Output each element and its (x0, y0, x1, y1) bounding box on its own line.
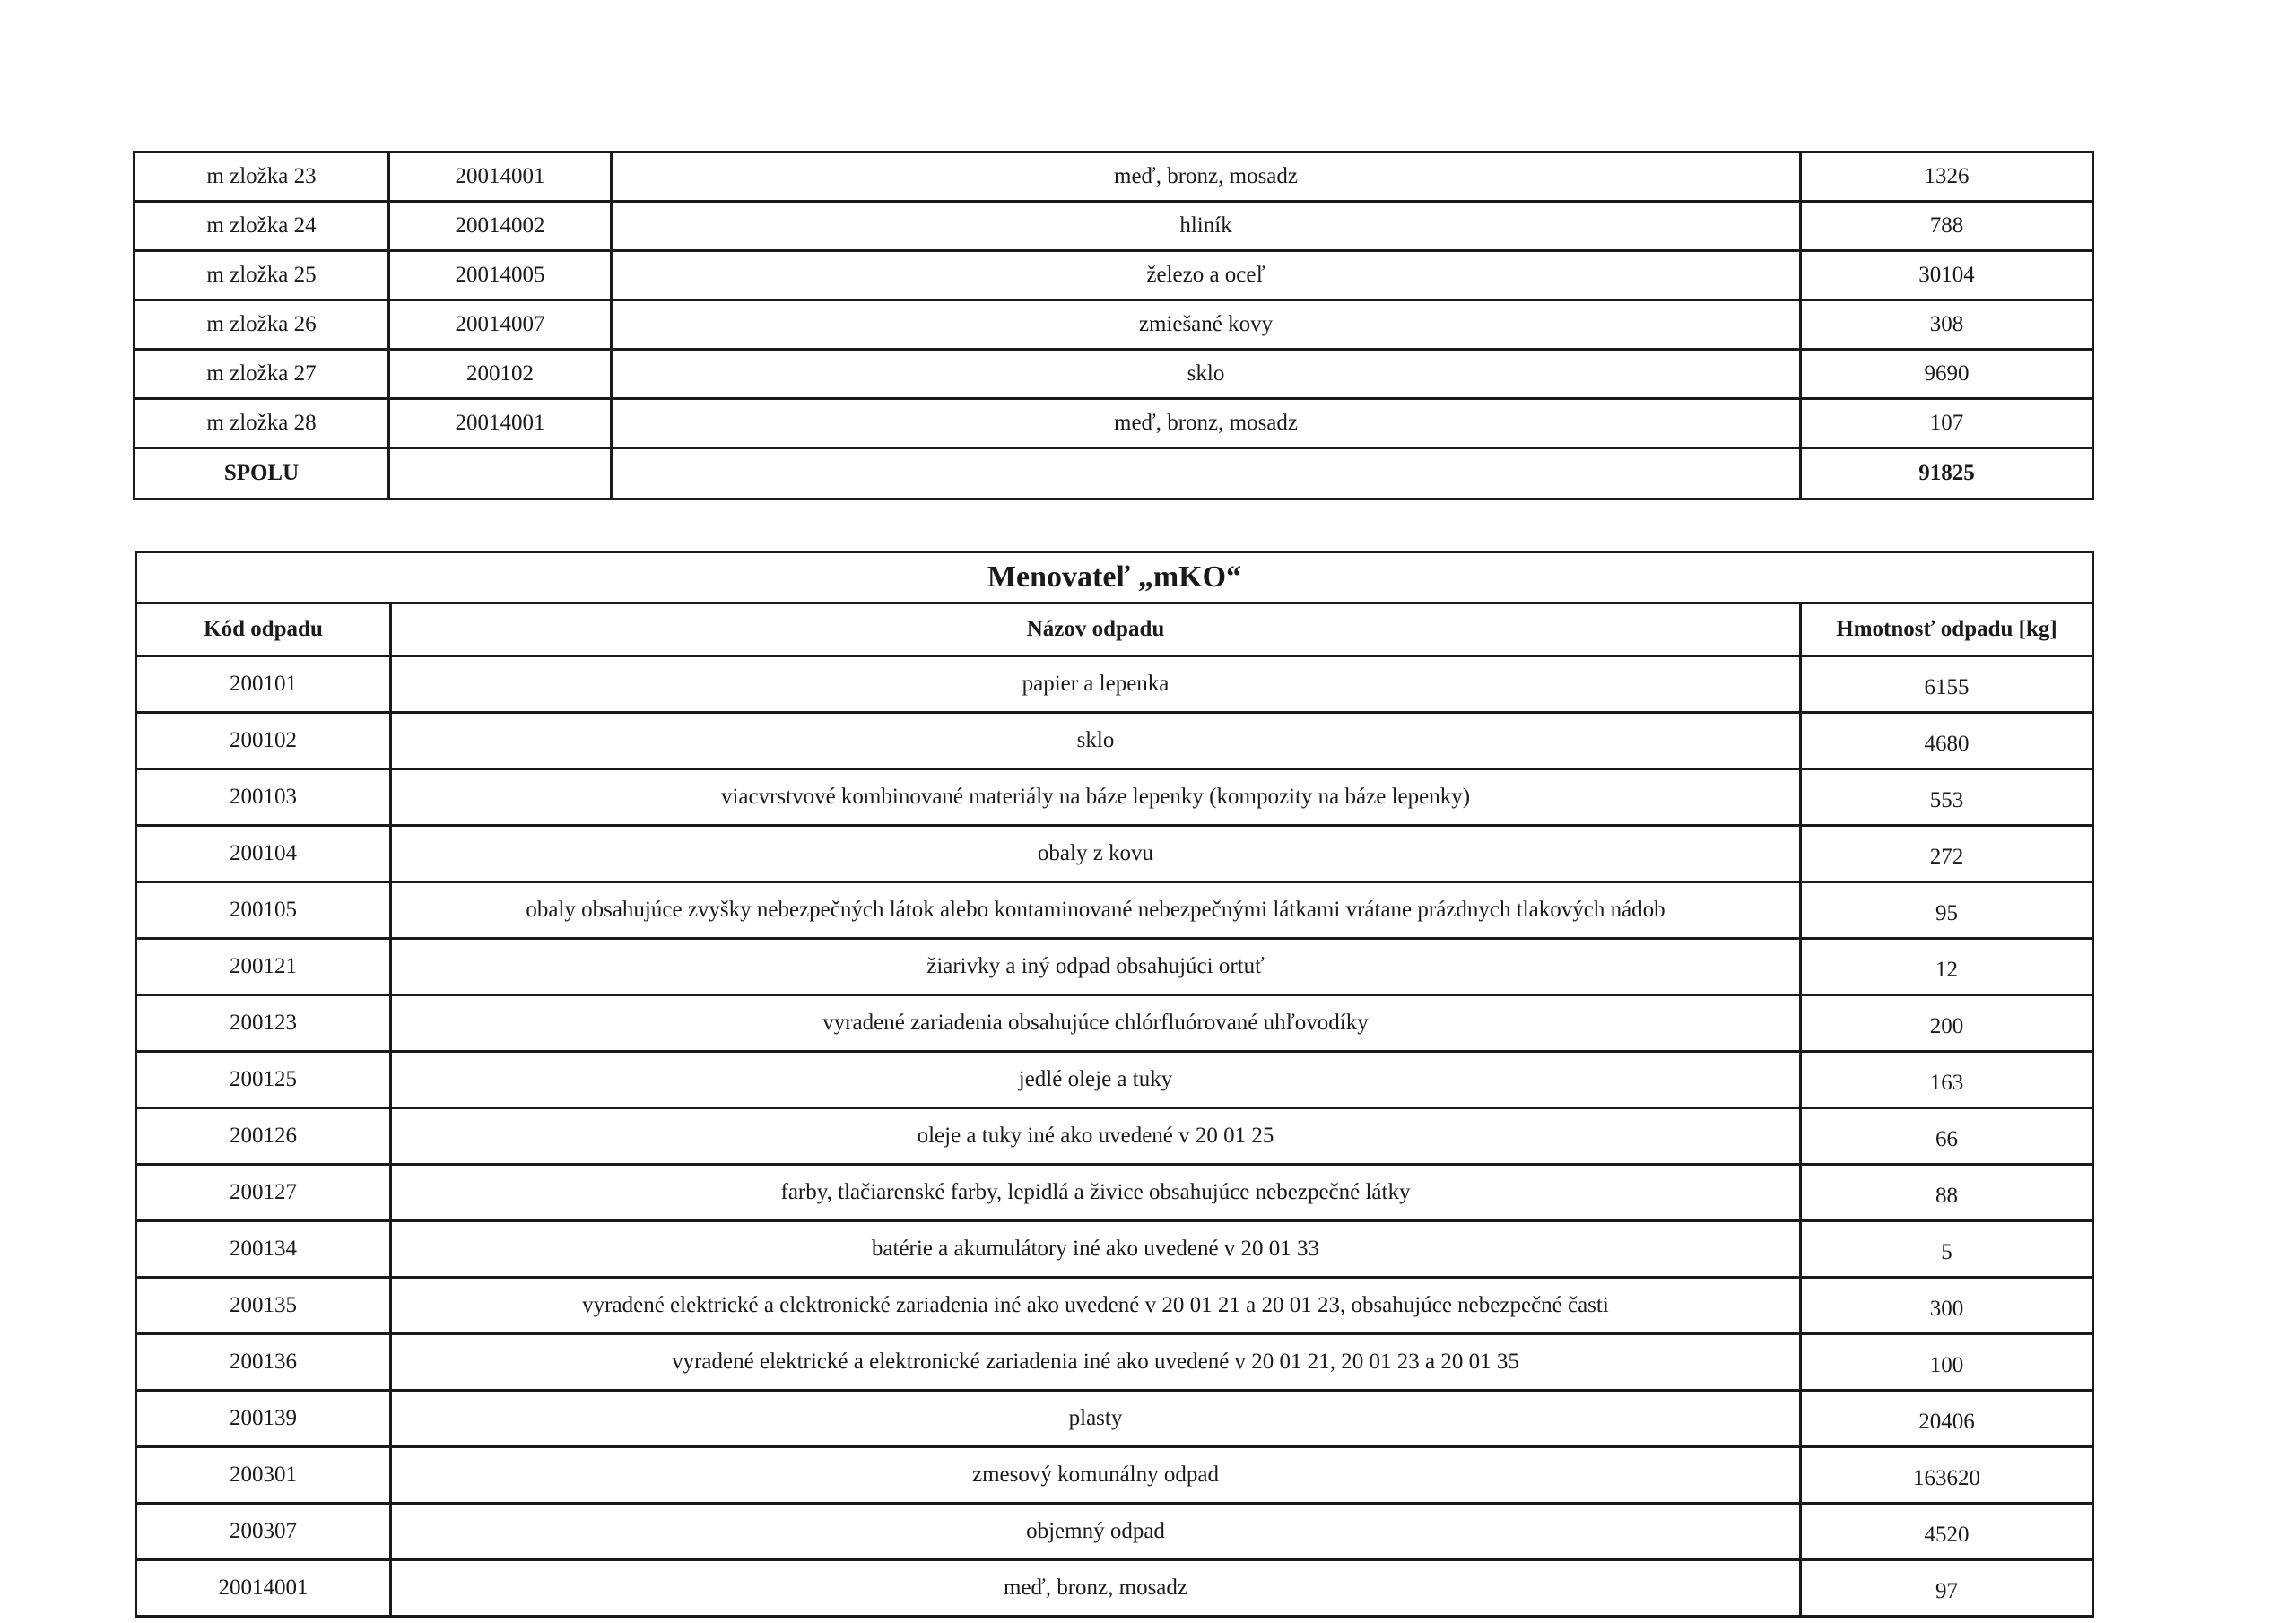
denominator-mko-table (135, 551, 2094, 1618)
waste-code: 200102 (389, 350, 612, 399)
waste-name: sklo (612, 350, 1801, 399)
waste-code: 200102 (136, 713, 391, 769)
waste-code: 200104 (136, 826, 391, 882)
table-row (135, 251, 2093, 300)
waste-name: viacvrstvové kombinované materiály na báze lepenky (kompozity na báze lepenky) (391, 769, 1801, 826)
waste-weight: 97 (1801, 1560, 2093, 1617)
waste-name: železo a oceľ (612, 251, 1801, 300)
waste-code: 200127 (136, 1165, 391, 1221)
waste-code: 200123 (136, 995, 391, 1052)
waste-weight: 308 (1801, 300, 2093, 350)
waste-code: 20014007 (389, 300, 612, 350)
waste-weight: 788 (1801, 202, 2093, 251)
waste-code: 200301 (136, 1447, 391, 1504)
component-label: m zložka 26 (135, 300, 389, 350)
table-row (136, 1447, 2093, 1504)
waste-weight: 20406 (1801, 1391, 2093, 1447)
table-row (136, 769, 2093, 826)
table-row (136, 713, 2093, 769)
waste-code: 20014001 (136, 1560, 391, 1617)
waste-code: 200134 (136, 1221, 391, 1278)
waste-code: 200101 (136, 656, 391, 713)
total-label: SPOLU (135, 448, 389, 499)
waste-weight: 107 (1801, 399, 2093, 448)
waste-code: 200136 (136, 1334, 391, 1391)
component-label: m zložka 23 (135, 152, 389, 202)
total-empty-code (389, 448, 612, 499)
table-row (136, 1504, 2093, 1560)
table-row (136, 1221, 2093, 1278)
table-row (136, 1052, 2093, 1108)
waste-name: batérie a akumulátory iné ako uvedené v 20 01 33 (391, 1221, 1801, 1278)
waste-code: 200126 (136, 1108, 391, 1165)
waste-weight: 1326 (1801, 152, 2093, 202)
table-row (135, 300, 2093, 350)
waste-weight: 6155 (1801, 656, 2093, 713)
waste-weight: 163 (1801, 1052, 2093, 1108)
waste-weight: 200 (1801, 995, 2093, 1052)
table-row (135, 350, 2093, 399)
waste-weight: 5 (1801, 1221, 2093, 1278)
waste-name: vyradené elektrické a elektronické zariadenia iné ako uvedené v 20 01 21 a 20 01 23, obsahujúce nebezpečné časti (391, 1278, 1801, 1334)
table-row (136, 1391, 2093, 1447)
denominator-mko-table-body (136, 656, 2093, 1617)
waste-name: meď, bronz, mosadz (612, 399, 1801, 448)
waste-name: farby, tlačiarenské farby, lepidlá a živice obsahujúce nebezpečné látky (391, 1165, 1801, 1221)
table-row (136, 656, 2093, 713)
waste-name: zmiešané kovy (612, 300, 1801, 350)
waste-code: 20014001 (389, 399, 612, 448)
waste-name: meď, bronz, mosadz (391, 1560, 1801, 1617)
metal-components-table (133, 151, 2094, 500)
waste-name: obaly z kovu (391, 826, 1801, 882)
waste-weight: 300 (1801, 1278, 2093, 1334)
waste-name: hliník (612, 202, 1801, 251)
table-row (135, 399, 2093, 448)
waste-name: objemný odpad (391, 1504, 1801, 1560)
waste-code: 20014005 (389, 251, 612, 300)
waste-name: sklo (391, 713, 1801, 769)
table-row (136, 1165, 2093, 1221)
header-waste-code: Kód odpadu (136, 603, 391, 656)
waste-weight: 4680 (1801, 713, 2093, 769)
waste-weight: 163620 (1801, 1447, 2093, 1504)
component-label: m zložka 25 (135, 251, 389, 300)
waste-name: obaly obsahujúce zvyšky nebezpečných látok alebo kontaminované nebezpečnými látkami vrátane prázdnych tlakových nádob (391, 882, 1801, 939)
waste-name: oleje a tuky iné ako uvedené v 20 01 25 (391, 1108, 1801, 1165)
component-label: m zložka 24 (135, 202, 389, 251)
waste-weight: 88 (1801, 1165, 2093, 1221)
total-weight: 91825 (1801, 448, 2093, 499)
waste-name: vyradené zariadenia obsahujúce chlórfluórované uhľovodíky (391, 995, 1801, 1052)
waste-code: 20014001 (389, 152, 612, 202)
waste-weight: 66 (1801, 1108, 2093, 1165)
waste-code: 200139 (136, 1391, 391, 1447)
waste-weight: 30104 (1801, 251, 2093, 300)
waste-weight: 553 (1801, 769, 2093, 826)
waste-code: 200103 (136, 769, 391, 826)
table-title: Menovateľ „mKO“ (136, 552, 2093, 603)
waste-weight: 12 (1801, 939, 2093, 995)
metal-components-table-body (135, 152, 2093, 499)
table-row (136, 1278, 2093, 1334)
table-row (136, 1334, 2093, 1391)
header-waste-name: Názov odpadu (391, 603, 1801, 656)
waste-name: zmesový komunálny odpad (391, 1447, 1801, 1504)
waste-name: papier a lepenka (391, 656, 1801, 713)
waste-weight: 9690 (1801, 350, 2093, 399)
component-label: m zložka 27 (135, 350, 389, 399)
waste-code: 200307 (136, 1504, 391, 1560)
waste-name: meď, bronz, mosadz (612, 152, 1801, 202)
header-waste-weight: Hmotnosť odpadu [kg] (1801, 603, 2093, 656)
waste-name: jedlé oleje a tuky (391, 1052, 1801, 1108)
waste-code: 200105 (136, 882, 391, 939)
waste-weight: 100 (1801, 1334, 2093, 1391)
waste-name: žiarivky a iný odpad obsahujúci ortuť (391, 939, 1801, 995)
waste-code: 200135 (136, 1278, 391, 1334)
waste-code: 20014002 (389, 202, 612, 251)
table-title-row (136, 552, 2093, 603)
table-row (136, 1560, 2093, 1617)
table-row (136, 939, 2093, 995)
table-row (136, 1108, 2093, 1165)
table-row (135, 202, 2093, 251)
waste-code: 200121 (136, 939, 391, 995)
table-row (136, 995, 2093, 1052)
waste-weight: 95 (1801, 882, 2093, 939)
table-row (135, 152, 2093, 202)
component-label: m zložka 28 (135, 399, 389, 448)
table-row (136, 826, 2093, 882)
waste-name: vyradené elektrické a elektronické zariadenia iné ako uvedené v 20 01 21, 20 01 23 a 20 01 35 (391, 1334, 1801, 1391)
total-row (135, 448, 2093, 499)
table-header-row (136, 603, 2093, 656)
table-row (136, 882, 2093, 939)
waste-name: plasty (391, 1391, 1801, 1447)
total-empty-name (612, 448, 1801, 499)
waste-code: 200125 (136, 1052, 391, 1108)
waste-weight: 4520 (1801, 1504, 2093, 1560)
waste-weight: 272 (1801, 826, 2093, 882)
